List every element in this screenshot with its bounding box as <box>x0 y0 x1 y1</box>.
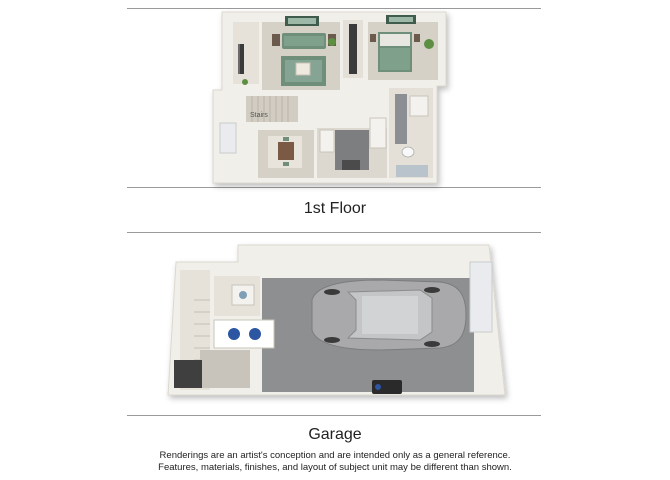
bicycle <box>372 380 402 394</box>
first-floor-label: 1st Floor <box>303 200 367 217</box>
disclaimer-line-1: Renderings are an artist's conception and are intended only as a general reference. <box>159 450 511 461</box>
garage-plan <box>168 245 505 395</box>
first-floor-plan <box>213 12 446 183</box>
garage-label: Garage <box>308 426 362 443</box>
car <box>312 280 466 350</box>
stairs-label: Stairs <box>250 112 268 119</box>
disclaimer-line-2: Features, materials, finishes, and layout of subject unit may be different than shown. <box>158 462 512 473</box>
